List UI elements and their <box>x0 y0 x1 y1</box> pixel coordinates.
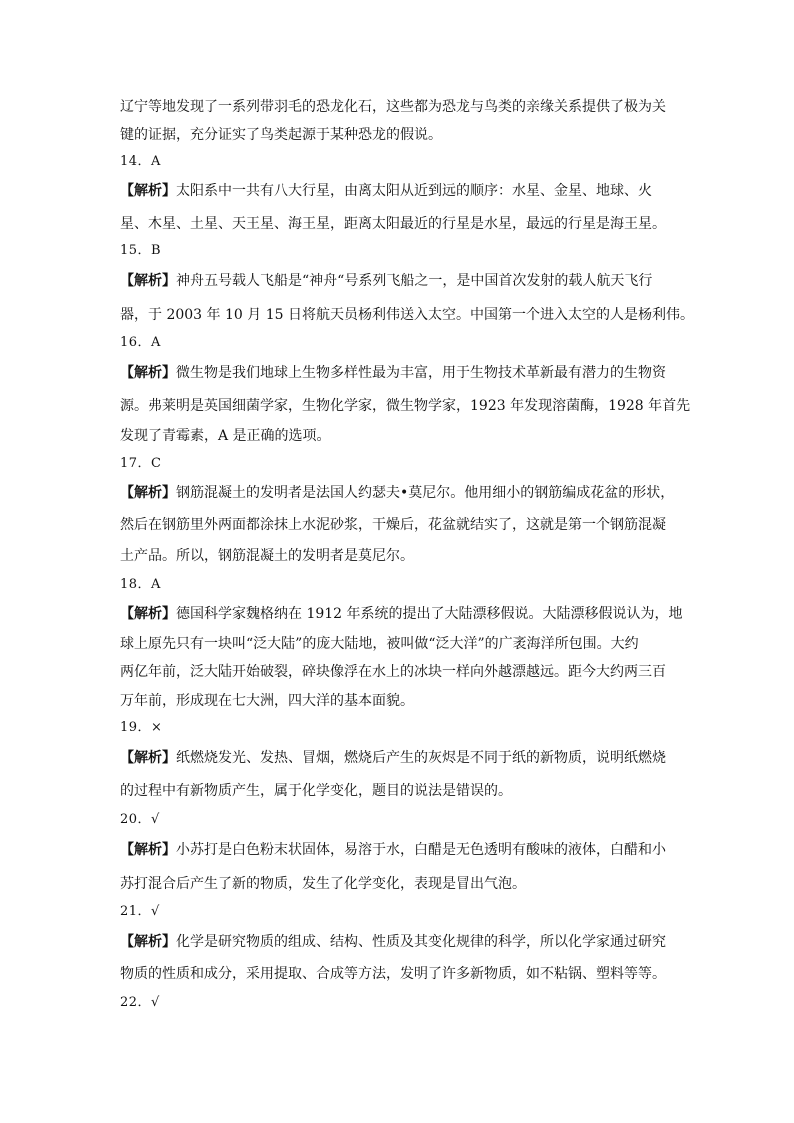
explanation-label: 【 解析 】 <box>120 273 176 289</box>
answer-22: 22．√ <box>120 995 160 1010</box>
explanation-label: 【 解析 】 <box>120 750 176 766</box>
explanation-21: 【 解析 】 化学是研究物质的组成、结构、性质及其变化规律的科学，所以化学家通过研究 <box>120 932 666 952</box>
explanation-label: 【 解析 】 <box>120 934 176 950</box>
answer-15: 15．B <box>120 243 162 258</box>
explanation-label: 【 解析 】 <box>120 842 176 858</box>
text-line: 苏打混合后产生了新的物质，发生了化学变化，表现是冒出气泡。 <box>120 876 526 892</box>
text-line: 两亿年前，泛大陆开始破裂，碎块像浮在水上的冰块一样向外越漂越远。距今大约两三百 <box>120 664 666 680</box>
explanation-label: 【 解析 】 <box>120 606 176 622</box>
explanation-17: 【 解析 】 钢筋混凝土的发明者是法国人约瑟夫•莫尼尔。他用细小的钢筋编成花盆的形状， <box>120 483 674 503</box>
explanation-16: 【 解析 】 微生物是我们地球上生物多样性最为丰富，用于生物技术革新最有潜力的生物资 <box>120 363 666 383</box>
text-line: 万年前，形成现在七大洲，四大洋的基本面貌。 <box>120 693 414 709</box>
text-line: 土产品。所以，钢筋混凝土的发明者是莫尼尔。 <box>120 548 414 564</box>
explanation-14: 【 解析 】 太阳系中一共有八大行星，由离太阳从近到远的顺序：水星、金星、地球、火 <box>120 181 652 201</box>
answer-14: 14．A <box>120 154 161 169</box>
text-line: 星、木星、土星、天王星、海王星，距离太阳最近的行星是水星，最远的行星是海王星。 <box>120 216 666 232</box>
explanation-19: 【 解析 】 纸燃烧发光、发热、冒烟，燃烧后产生的灰烬是不同于纸的新物质，说明纸燃烧 <box>120 748 666 768</box>
text-line: 然后在钢筋里外两面都涂抹上水泥砂浆，干燥后，花盆就结实了，这就是第一个钢筋混凝 <box>120 517 666 533</box>
answer-16: 16．A <box>120 335 161 350</box>
text-line: 的过程中有新物质产生，属于化学变化，题目的说法是错误的。 <box>120 783 512 799</box>
explanation-18: 【 解析 】 德国科学家魏格纳在 1912 年系统的提出了大陆漂移假说。大陆漂移假说认为，地 <box>120 604 683 624</box>
explanation-label: 【 解析 】 <box>120 183 176 199</box>
answer-20: 20．√ <box>120 812 160 827</box>
text-line: 器，于 2003 年 10 月 15 日将航天员杨利伟送入太空。中国第一个进入太空的人是杨利伟。 <box>120 307 694 323</box>
answer-21: 21．√ <box>120 904 160 919</box>
answer-17: 17．C <box>120 456 162 471</box>
explanation-20: 【 解析 】 小苏打是白色粉末状固体，易溶于水，白醋是无色透明有酸味的液体，白醋和小 <box>120 840 666 860</box>
explanation-label: 【 解析 】 <box>120 485 176 501</box>
answer-18: 18．A <box>120 577 161 592</box>
text-line: 发现了青霉素，A 是正确的选项。 <box>120 428 331 444</box>
text-line: 物质的性质和成分，采用提取、合成等方法，发明了许多新物质，如不粘锅、塑料等等。 <box>120 966 666 982</box>
text-line: 球上原先只有一块叫“泛大陆”的庞大陆地，被叫做“泛大洋”的广袤海洋所包围。大约 <box>120 636 639 652</box>
text-line: 键的证据，充分证实了鸟类起源于某种恐龙的假说。 <box>120 127 442 143</box>
answer-19: 19．× <box>120 720 163 735</box>
text-line: 辽宁等地发现了一系列带羽毛的恐龙化石，这些都为恐龙与鸟类的亲缘关系提供了极为关 <box>120 99 666 115</box>
explanation-label: 【 解析 】 <box>120 365 176 381</box>
explanation-15: 【 解析 】 神舟五号载人飞船是“神舟“号系列飞船之一，是中国首次发射的载人航天飞行 <box>120 271 652 291</box>
text-line: 源。弗莱明是英国细菌学家，生物化学家，微生物学家，1923 年发现溶菌酶，1928 年首先 <box>120 398 691 414</box>
